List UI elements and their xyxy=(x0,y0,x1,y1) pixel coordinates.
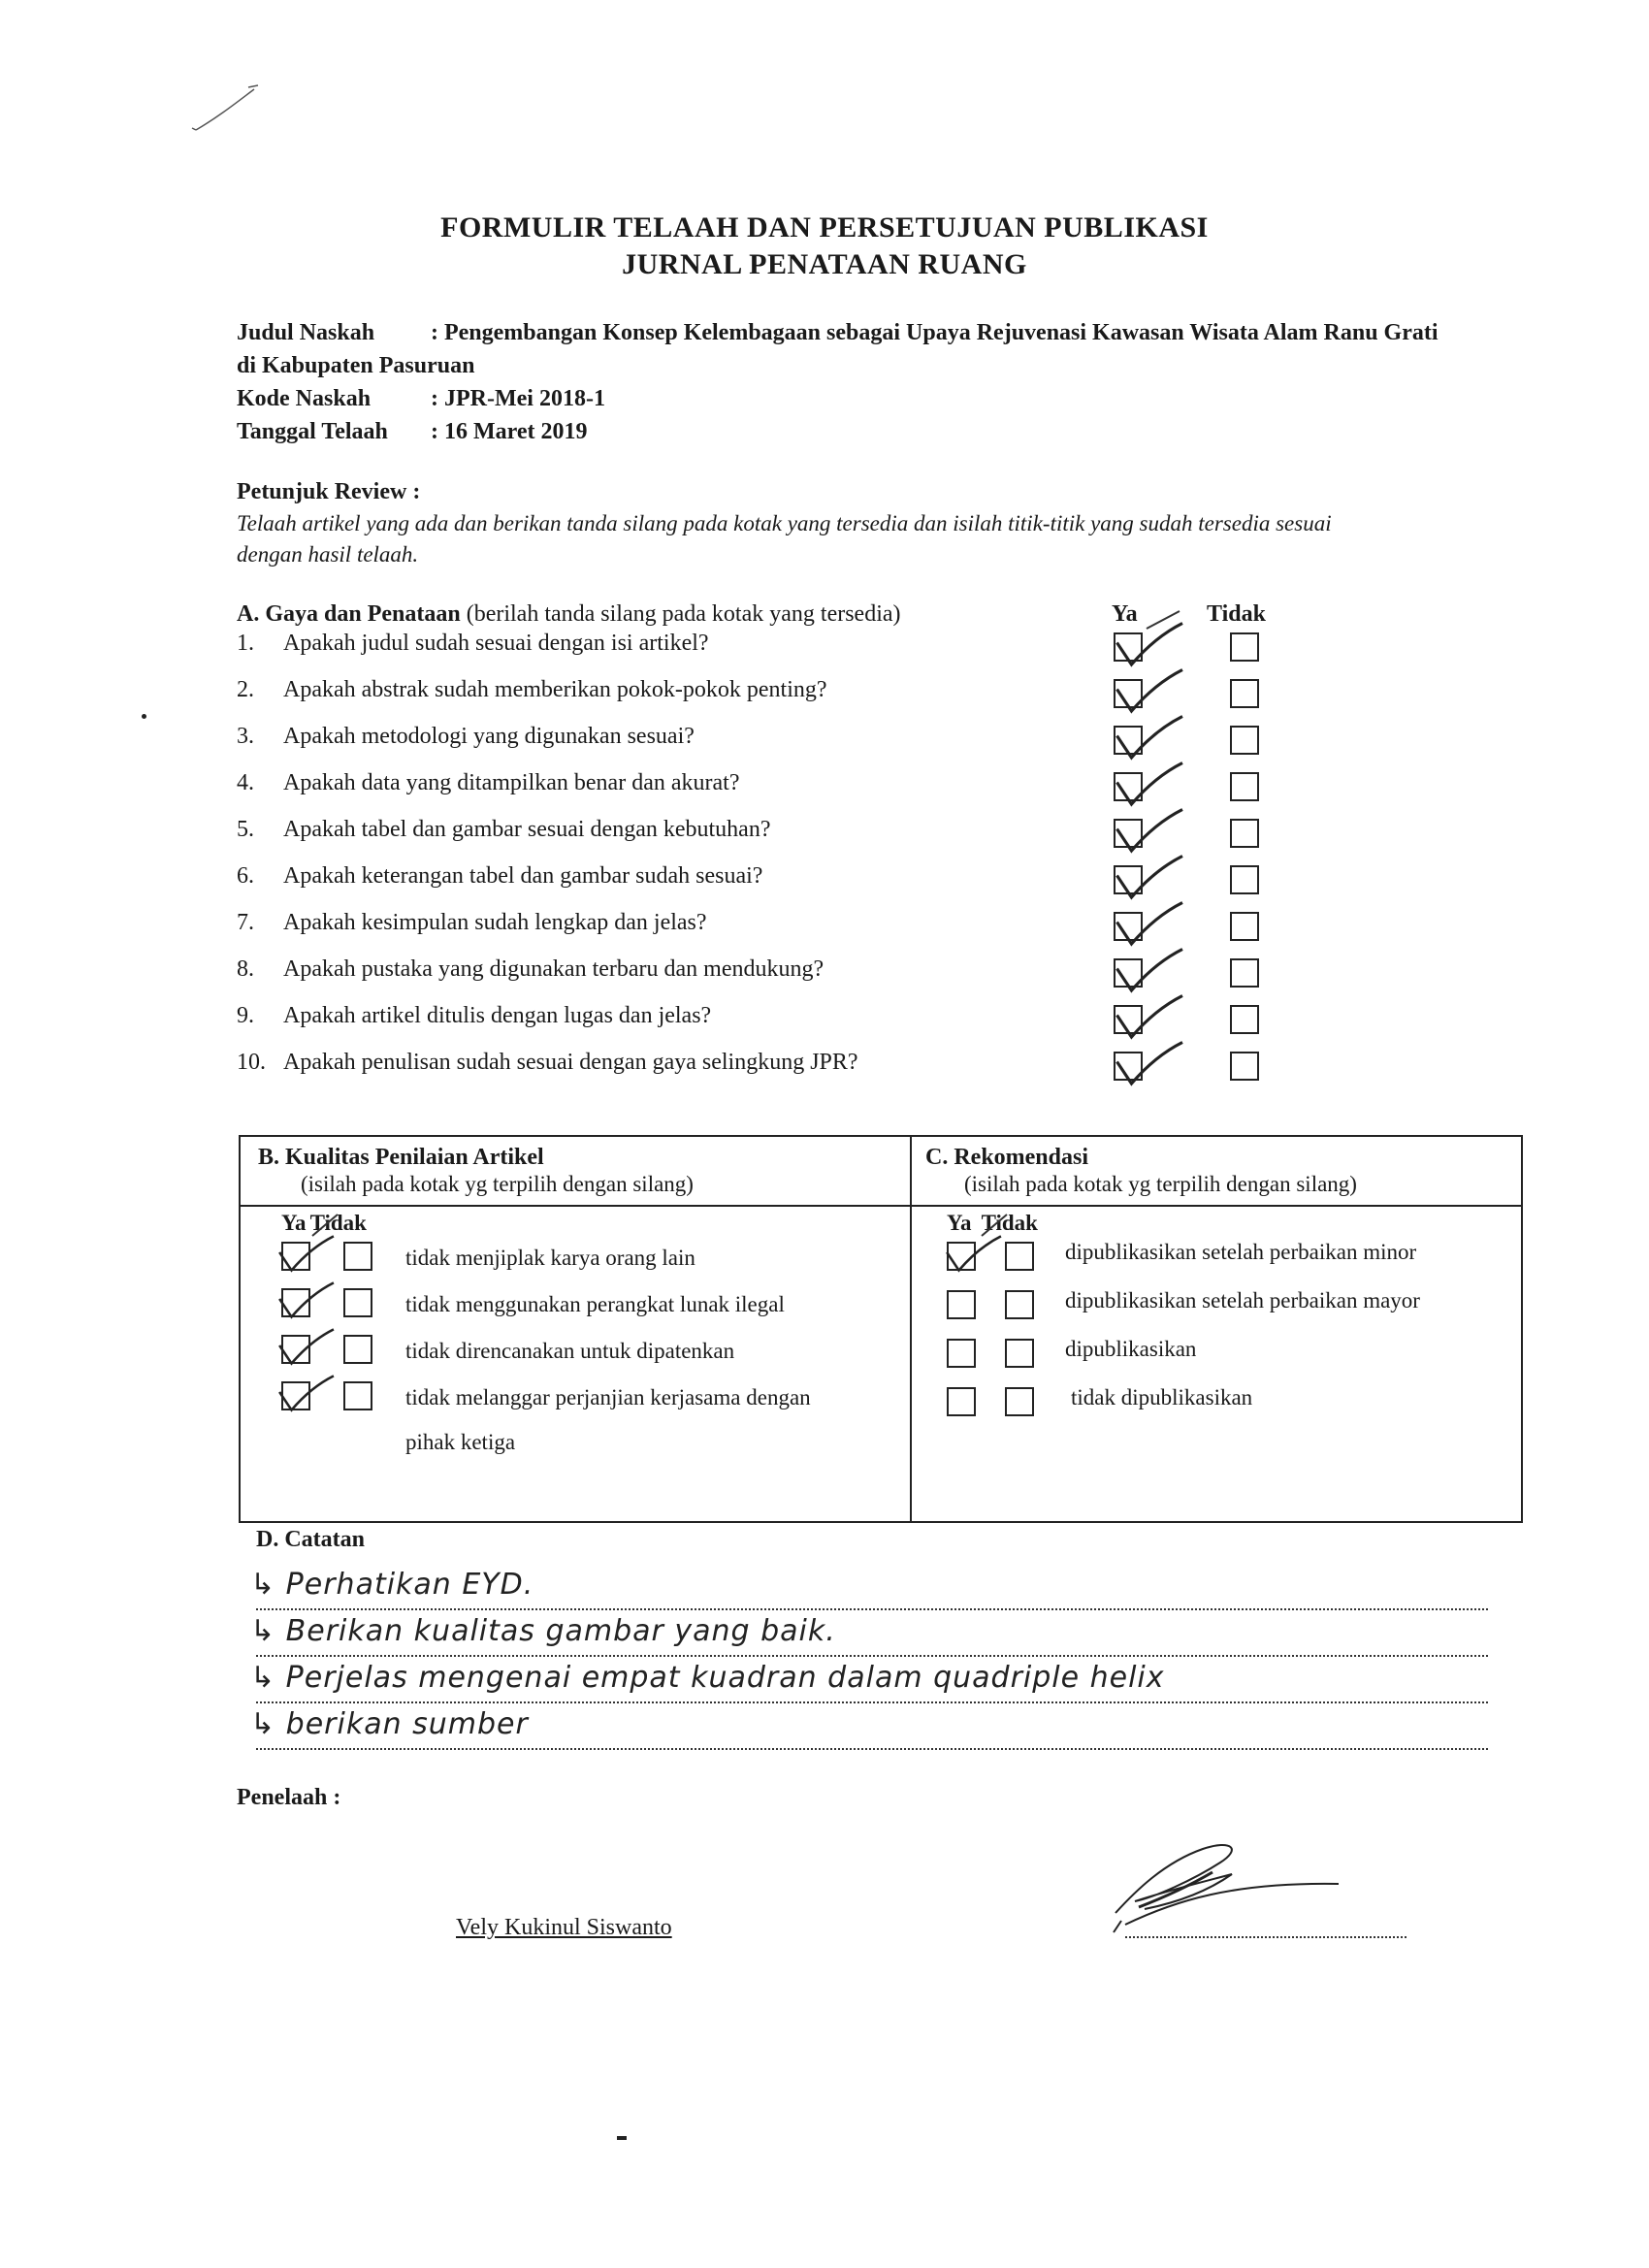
section-c-col-yes: Ya xyxy=(947,1211,972,1235)
section-b-check-mark xyxy=(275,1327,336,1368)
question-row xyxy=(237,724,695,750)
question-text: Apakah artikel ditulis dengan lugas dan jelas? xyxy=(283,1003,712,1028)
question-yes-check-mark xyxy=(1110,993,1187,1042)
section-c-check-mark xyxy=(943,1234,1003,1275)
question-number: 7. xyxy=(237,910,254,935)
question-yes-check-mark xyxy=(1110,761,1187,809)
form-title-line2: JURNAL PENATAAN RUANG xyxy=(622,248,1027,280)
signature-line xyxy=(1125,1936,1406,1938)
question-yes-check-mark xyxy=(1110,667,1187,716)
section-c-heading: C. Rekomendasi xyxy=(925,1145,1089,1170)
section-b-option-text xyxy=(405,1282,785,1327)
question-text: Apakah keterangan tabel dan gambar sudah sesuai? xyxy=(283,863,763,889)
instructions-line1: Telaah artikel yang ada dan berikan tanda silang pada kotak yang tersedia dan isilah titik-titik yang sudah tersedia sesuai xyxy=(237,511,1332,535)
section-b-subheading: (isilah pada kotak yg terpilih dengan silang) xyxy=(301,1172,694,1196)
section-b-col-yes: Ya xyxy=(281,1211,307,1235)
question-text: Apakah abstrak sudah memberikan pokok-pokok penting? xyxy=(283,677,827,702)
section-b-col-no: Tidak xyxy=(309,1211,367,1235)
question-row xyxy=(237,863,762,890)
question-no-checkbox[interactable] xyxy=(1230,632,1259,662)
question-text: Apakah penulisan sudah sesuai dengan gaya selingkung JPR? xyxy=(283,1050,858,1075)
review-date-row xyxy=(237,415,1614,448)
section-c-option-label: tidak dipublikasikan xyxy=(1071,1385,1253,1409)
question-no-checkbox[interactable] xyxy=(1230,865,1259,894)
question-number: 8. xyxy=(237,956,254,982)
question-no-checkbox[interactable] xyxy=(1230,772,1259,801)
manuscript-title-label: Judul Naskah xyxy=(237,320,375,345)
instructions-heading: Petunjuk Review : xyxy=(237,479,421,504)
question-no-checkbox[interactable] xyxy=(1230,912,1259,941)
section-c-no-checkbox[interactable] xyxy=(1005,1339,1034,1368)
section-b-option-label: tidak melanggar perjanjian kerjasama dengan xyxy=(405,1385,811,1409)
instructions-line2: dengan hasil telaah. xyxy=(237,542,419,567)
section-b-option-label: tidak menjiplak karya orang lain xyxy=(405,1246,695,1270)
question-yes-check-mark xyxy=(1110,621,1187,669)
note-handwritten-text: ↳ berikan sumber xyxy=(250,1707,529,1741)
table-header-divider xyxy=(241,1205,1521,1207)
question-text: Apakah judul sudah sesuai dengan isi artikel? xyxy=(283,631,709,656)
question-row xyxy=(237,631,709,657)
question-row xyxy=(237,677,827,703)
section-b-option-text xyxy=(405,1376,811,1465)
question-no-checkbox[interactable] xyxy=(1230,958,1259,988)
question-number: 2. xyxy=(237,677,254,702)
section-b-heading: B. Kualitas Penilaian Artikel xyxy=(258,1145,544,1170)
question-text: Apakah data yang ditampilkan benar dan akurat? xyxy=(283,770,740,795)
section-a-heading: A. Gaya dan Penataan xyxy=(237,601,461,627)
section-a-col-no: Tidak xyxy=(1207,601,1266,627)
reviewer-signature xyxy=(1096,1824,1368,1940)
question-yes-check-mark xyxy=(1110,900,1187,949)
note-dotted-line xyxy=(256,1748,1488,1750)
question-row xyxy=(237,770,739,796)
section-c-subheading: (isilah pada kotak yg terpilih dengan silang) xyxy=(964,1172,1357,1196)
section-c-option-label: dipublikasikan setelah perbaikan mayor xyxy=(1065,1288,1420,1312)
question-yes-check-mark xyxy=(1110,854,1187,902)
question-row xyxy=(237,1003,711,1029)
section-b-option-label-cont: pihak ketiga xyxy=(405,1430,516,1454)
note-dotted-line xyxy=(256,1608,1488,1610)
manuscript-title-row xyxy=(237,316,1614,349)
question-yes-check-mark xyxy=(1110,714,1187,762)
section-a-col-yes: Ya xyxy=(1112,601,1138,627)
question-yes-check-mark xyxy=(1110,1040,1187,1088)
question-no-checkbox[interactable] xyxy=(1230,726,1259,755)
section-c-option-label: dipublikasikan xyxy=(1065,1337,1197,1361)
question-yes-check-mark xyxy=(1110,947,1187,995)
section-b-option-text xyxy=(405,1236,695,1280)
section-c-col-no: Tidak xyxy=(981,1211,1038,1235)
note-handwritten-text: ↳ Berikan kualitas gambar yang baik. xyxy=(250,1614,836,1648)
question-no-checkbox[interactable] xyxy=(1230,819,1259,848)
question-text: Apakah metodologi yang digunakan sesuai? xyxy=(283,724,695,749)
question-row xyxy=(237,817,770,843)
question-number: 3. xyxy=(237,724,254,749)
question-yes-check-mark xyxy=(1110,807,1187,856)
question-number: 6. xyxy=(237,863,254,889)
question-text: Apakah tabel dan gambar sesuai dengan kebutuhan? xyxy=(283,817,771,842)
section-c-option-label: dipublikasikan setelah perbaikan minor xyxy=(1065,1240,1417,1264)
question-no-checkbox[interactable] xyxy=(1230,1005,1259,1034)
section-b-no-checkbox[interactable] xyxy=(343,1381,372,1410)
reviewer-label: Penelaah : xyxy=(237,1785,341,1810)
section-b-option-label: tidak direncanakan untuk dipatenkan xyxy=(405,1339,735,1363)
section-b-no-checkbox[interactable] xyxy=(343,1335,372,1364)
pen-mark xyxy=(190,80,268,138)
section-c-no-checkbox[interactable] xyxy=(1005,1290,1034,1319)
question-number: 10. xyxy=(237,1050,266,1075)
instructions-text xyxy=(237,508,1595,570)
question-no-checkbox[interactable] xyxy=(1230,1052,1259,1081)
section-a-note: (berilah tanda silang pada kotak yang tersedia) xyxy=(466,601,901,627)
evaluation-table xyxy=(239,1135,1523,1523)
question-text: Apakah pustaka yang digunakan terbaru dan mendukung? xyxy=(283,956,824,982)
section-b-option-text xyxy=(405,1329,734,1374)
section-c-yes-checkbox[interactable] xyxy=(947,1387,976,1416)
section-a-heading-row xyxy=(237,601,901,628)
section-c-yes-checkbox[interactable] xyxy=(947,1290,976,1319)
question-text: Apakah kesimpulan sudah lengkap dan jelas? xyxy=(283,910,707,935)
note-handwritten-text: ↳ Perhatikan EYD. xyxy=(250,1568,534,1602)
stray-dot xyxy=(142,714,146,719)
section-b-option-label: tidak menggunakan perangkat lunak ilegal xyxy=(405,1292,785,1316)
question-number: 1. xyxy=(237,631,254,656)
question-number: 9. xyxy=(237,1003,254,1028)
reviewer-name: Vely Kukinul Siswanto xyxy=(456,1915,672,1940)
question-number: 5. xyxy=(237,817,254,842)
section-c-yes-checkbox[interactable] xyxy=(947,1339,976,1368)
section-b-no-checkbox[interactable] xyxy=(343,1288,372,1317)
manuscript-code-value: : JPR-Mei 2018-1 xyxy=(431,386,605,411)
section-d-heading: D. Catatan xyxy=(256,1527,365,1552)
manuscript-title-value: : Pengembangan Konsep Kelembagaan sebagai Upaya Rejuvenasi Kawasan Wisata Alam Ranu Grati xyxy=(431,320,1439,345)
section-b-no-checkbox[interactable] xyxy=(343,1242,372,1271)
section-b-check-mark xyxy=(275,1234,336,1275)
manuscript-title-cont: di Kabupaten Pasuruan xyxy=(237,353,475,378)
manuscript-code-label: Kode Naskah xyxy=(237,386,372,411)
note-handwritten-text: ↳ Perjelas mengenai empat kuadran dalam quadriple helix xyxy=(250,1661,1165,1695)
section-c-no-checkbox[interactable] xyxy=(1005,1387,1034,1416)
question-row xyxy=(237,1050,858,1076)
section-c-no-checkbox[interactable] xyxy=(1005,1242,1034,1271)
review-date-value: : 16 Maret 2019 xyxy=(431,419,588,444)
section-b-check-mark xyxy=(275,1280,336,1321)
note-dotted-line xyxy=(256,1701,1488,1703)
stray-dash xyxy=(617,2136,627,2140)
question-number: 4. xyxy=(237,770,254,795)
question-row xyxy=(237,910,707,936)
question-no-checkbox[interactable] xyxy=(1230,679,1259,708)
form-title-line1: FORMULIR TELAAH DAN PERSETUJUAN PUBLIKASI xyxy=(440,211,1209,243)
review-date-label: Tanggal Telaah xyxy=(237,419,388,444)
table-column-divider xyxy=(910,1137,912,1521)
section-b-check-mark xyxy=(275,1374,336,1414)
manuscript-meta xyxy=(237,316,1614,448)
note-dotted-line xyxy=(256,1655,1488,1657)
manuscript-code-row xyxy=(237,382,1614,415)
question-row xyxy=(237,956,824,983)
